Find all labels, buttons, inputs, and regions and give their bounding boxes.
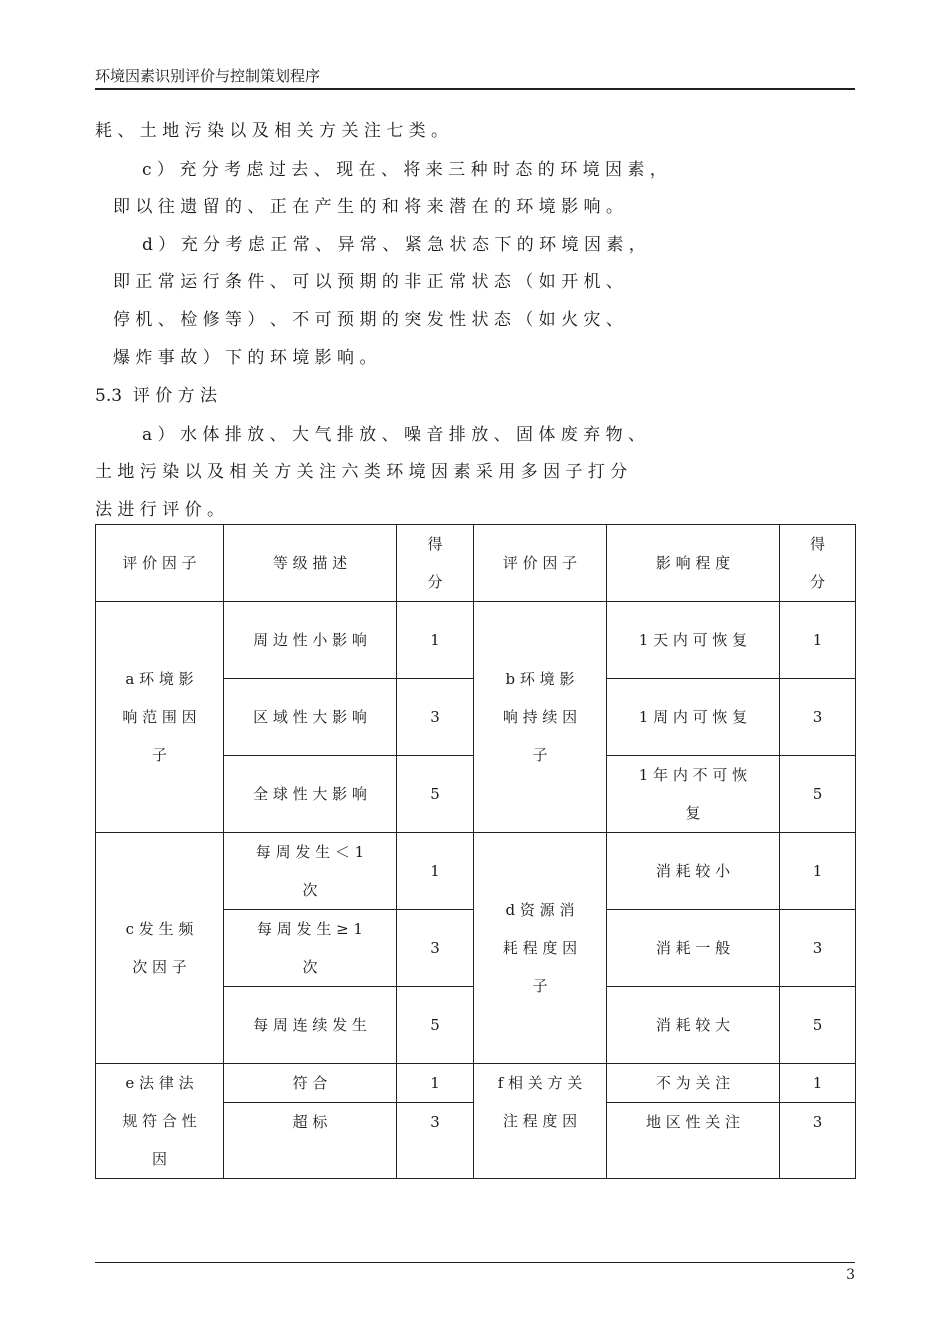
header-cell: 评 价 因 子 [96, 525, 224, 602]
header-cell: 评 价 因 子 [474, 525, 607, 602]
paragraph-line: 停 机 、 检 修 等 ） 、 不 可 预 期 的 突 发 性 状 态 （ 如 火 灾 、 [113, 310, 623, 330]
paragraph-line: 即 以 往 遗 留 的 、 正 在 产 生 的 和 将 来 潜 在 的 环 境 影 响 。 [113, 197, 623, 217]
score-cell: 3 [397, 1103, 474, 1179]
desc-cell: 区 域 性 大 影 响 [224, 679, 397, 756]
header-cell: 影 响 程 度 [607, 525, 780, 602]
score-cell: 1 [397, 602, 474, 679]
factor-cell: c 发 生 频 次 因 子 [96, 833, 224, 1064]
factor-cell: a 环 境 影 响 范 围 因 子 [96, 602, 224, 833]
score-cell: 5 [397, 987, 474, 1064]
score-cell: 5 [780, 756, 856, 833]
document-header [95, 66, 855, 90]
impact-cell: 消 耗 较 大 [607, 987, 780, 1064]
score-cell: 3 [780, 1103, 856, 1179]
header-cell: 得 分 [780, 525, 856, 602]
score-cell: 1 [780, 833, 856, 910]
impact-cell: 1 天 内 可 恢 复 [607, 602, 780, 679]
score-cell: 3 [397, 679, 474, 756]
footer-divider [95, 1262, 855, 1263]
section-heading: 5.3 评 价 方 法 [95, 386, 218, 406]
paragraph-line: 耗 、 土 地 污 染 以 及 相 关 方 关 注 七 类 。 [95, 121, 449, 141]
impact-cell: 1 周 内 可 恢 复 [607, 679, 780, 756]
desc-cell: 周 边 性 小 影 响 [224, 602, 397, 679]
score-cell: 5 [397, 756, 474, 833]
score-cell: 3 [397, 910, 474, 987]
score-cell: 1 [780, 602, 856, 679]
paragraph-line: c ） 充 分 考 虑 过 去 、 现 在 、 将 来 三 种 时 态 的 环 境 因 素 ， [142, 160, 667, 180]
header-cell: 得 分 [397, 525, 474, 602]
table-row [96, 602, 856, 679]
table-row [96, 1064, 856, 1103]
desc-cell: 符 合 [224, 1064, 397, 1103]
desc-cell: 超 标 [224, 1103, 397, 1179]
desc-cell: 每 周 发 生 ＜ 1 次 [224, 833, 397, 910]
score-cell: 1 [397, 1064, 474, 1103]
paragraph-line: 即 正 常 运 行 条 件 、 可 以 预 期 的 非 正 常 状 态 （ 如 开 机 、 [113, 272, 623, 292]
paragraph-line: 土 地 污 染 以 及 相 关 方 关 注 六 类 环 境 因 素 采 用 多 因 子 打 分 [95, 462, 628, 482]
score-cell: 1 [780, 1064, 856, 1103]
paragraph-line: a ） 水 体 排 放 、 大 气 排 放 、 噪 音 排 放 、 固 体 废 弃 物 、 [142, 425, 646, 445]
impact-cell: 地 区 性 关 注 [607, 1103, 780, 1179]
impact-cell: 消 耗 较 小 [607, 833, 780, 910]
score-cell: 3 [780, 679, 856, 756]
desc-cell: 每 周 连 续 发 生 [224, 987, 397, 1064]
factor-cell: d 资 源 消 耗 程 度 因 子 [474, 833, 607, 1064]
paragraph-line: 法 进 行 评 价 。 [95, 500, 225, 520]
table-header-row [96, 525, 856, 602]
factor-cell: e 法 律 法 规 符 合 性 因 [96, 1064, 224, 1179]
table-row [96, 833, 856, 910]
desc-cell: 每 周 发 生 ≥ 1 次 [224, 910, 397, 987]
impact-cell: 不 为 关 注 [607, 1064, 780, 1103]
header-title: 环境因素识别评价与控制策划程序 [95, 67, 321, 85]
score-cell: 3 [780, 910, 856, 987]
factor-cell: b 环 境 影 响 持 续 因 子 [474, 602, 607, 833]
paragraph-line: d ） 充 分 考 虑 正 常 、 异 常 、 紧 急 状 态 下 的 环 境 因 素 ， [142, 235, 646, 255]
score-cell: 1 [397, 833, 474, 910]
score-cell: 5 [780, 987, 856, 1064]
header-cell: 等 级 描 述 [224, 525, 397, 602]
page-number: 3 [846, 1267, 855, 1283]
paragraph-line: 爆 炸 事 故 ） 下 的 环 境 影 响 。 [113, 348, 377, 368]
factor-cell: f 相 关 方 关 注 程 度 因 [474, 1064, 607, 1179]
desc-cell: 全 球 性 大 影 响 [224, 756, 397, 833]
evaluation-factor-table [95, 524, 856, 1179]
impact-cell: 消 耗 一 般 [607, 910, 780, 987]
impact-cell: 1 年 内 不 可 恢 复 [607, 756, 780, 833]
